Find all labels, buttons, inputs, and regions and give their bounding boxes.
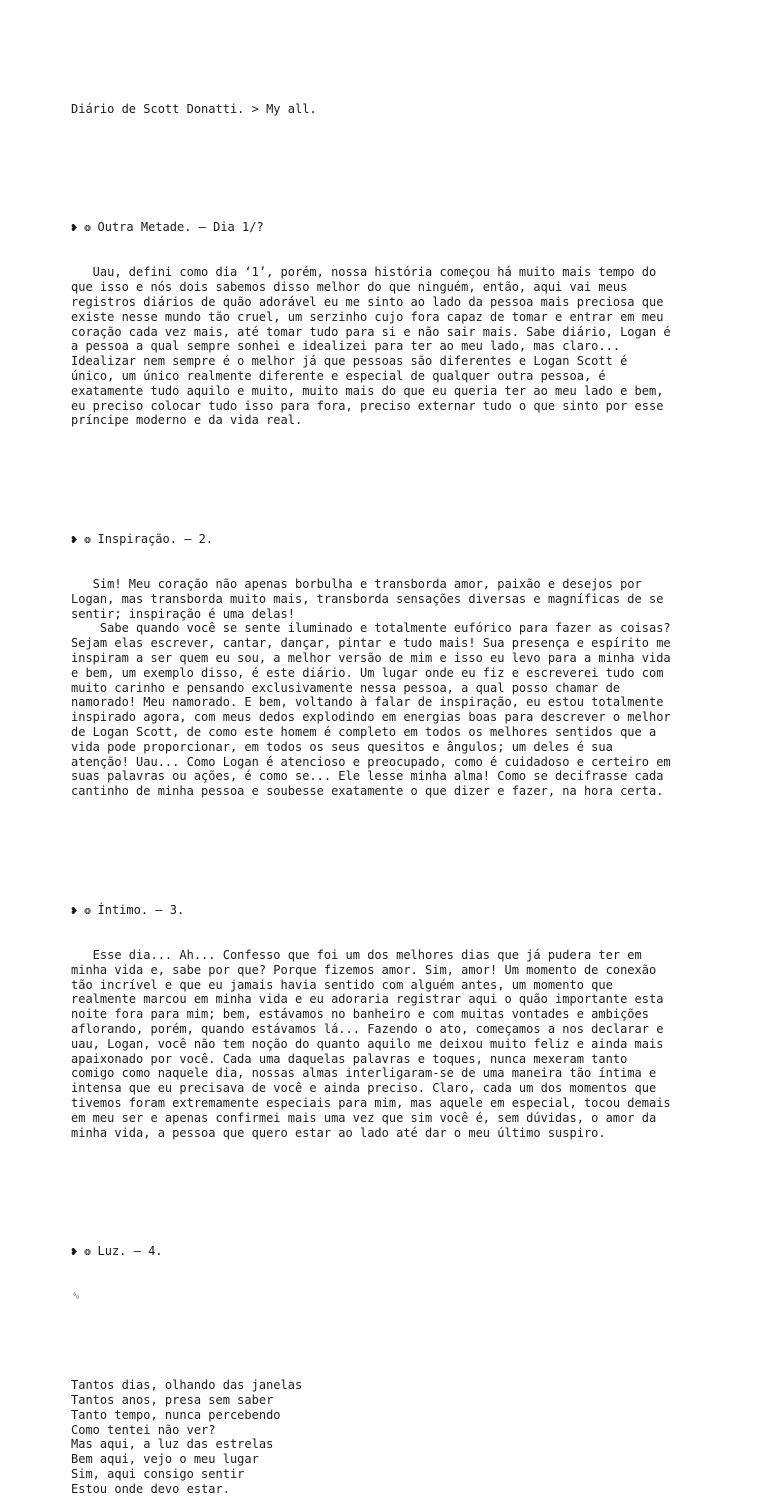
section-heading — [71, 220, 711, 236]
text-line: tão incrível e que eu jamais havia sentido com alguém antes, um momento que — [71, 977, 613, 992]
poem-line: Sim, aqui consigo sentir — [71, 1466, 245, 1481]
control-glyph: ␎ — [71, 1289, 81, 1304]
text-line: minha vida e, sabe por que? Porque fizemos amor. Sim, amor! Um momento de conexão — [71, 962, 657, 977]
heart-bullet-icon: ❥ ❂ — [71, 220, 98, 234]
section-body — [71, 948, 711, 1140]
text-line: comigo como naquele dia, nossas almas interligaram-se de uma maneira tão íntima e — [71, 1066, 657, 1081]
text-line: Uau, defini como dia ‘1’, porém, nossa história começou há muito mais tempo do — [71, 265, 657, 280]
text-line: sentir; inspiração é uma delas! — [71, 606, 295, 621]
poem-line: Estou onde devo estar. — [71, 1481, 230, 1496]
spacer — [71, 1334, 711, 1349]
section-heading-text: Inspiração. — 2. — [97, 531, 214, 546]
heart-bullet-icon: ❥ ❂ — [71, 532, 98, 546]
text-line: Sabe quando você se sente iluminado e totalmente eufórico para fazer as coisas? — [71, 621, 671, 636]
document-title: Diário de Scott Donatti. > My all. — [71, 101, 317, 116]
section-heading-text: Íntimo. — 3. — [97, 902, 185, 917]
section-heading — [71, 903, 711, 919]
section-heading-text: Outra Metade. — Dia 1/? — [97, 219, 264, 234]
section-body — [71, 577, 711, 799]
text-line: vida pode proporcionar, em todos os seus quesitos e ângulos; um deles é sua — [71, 739, 613, 754]
poem-line: Mas aqui, a luz das estrelas — [71, 1437, 274, 1452]
heart-bullet-icon: ❥ ❂ — [71, 903, 98, 917]
section-heading — [71, 532, 711, 548]
text-line: apaixonado por você. Cada uma daquelas palavras e toques, nunca mexeram tanto — [71, 1051, 628, 1066]
heart-bullet-icon: ❥ ❂ — [71, 1244, 98, 1258]
text-line: tivemos foram extremamente especiais para mim, mas aquele em especial, tocou demais — [71, 1095, 671, 1110]
text-line: cantinho de minha pessoa e soubesse exatamente o que dizer e fazer, na hora certa. — [71, 784, 664, 799]
text-line: em meu ser e apenas confirmei mais uma vez que sim você é, sem dúvidas, o amor da — [71, 1110, 657, 1125]
text-line: de Logan Scott, de como este homem é completo em todos os melhores sentidos que a — [71, 725, 657, 740]
poem-line: Tantos dias, olhando das janelas — [71, 1378, 303, 1393]
text-line: que isso e nós dois sabemos disso melhor do que ninguém, então, aqui vai meus — [71, 280, 628, 295]
text-line: inspirado agora, com meus dedos explodindo em energias boas para descrever o melhor — [71, 710, 671, 725]
document-page — [71, 72, 711, 1511]
section-heading-text: Luz. — 4. — [97, 1243, 163, 1258]
spacer — [71, 458, 711, 473]
text-line: existe nesse mundo tão cruel, um serzinho cujo fora capaz de tomar e entrar em meu — [71, 309, 664, 324]
text-line: Esse dia... Ah... Confesso que foi um dos melhores dias que já pudera ter em — [71, 948, 642, 963]
section-body — [71, 265, 711, 428]
poem-line: Tanto tempo, nunca percebendo — [71, 1407, 281, 1422]
text-line: único, um único realmente diferente e especial de qualquer outra pessoa, é — [71, 368, 606, 383]
text-line: muito carinho e pensando exclusivamente nessa pessoa, a qual posso chamar de — [71, 680, 621, 695]
text-line: Idealizar nem sempre é o melhor já que pessoas são diferentes e Logan Scott é — [71, 354, 628, 369]
text-line: eu preciso colocar tudo isso para fora, preciso externar tudo o que sinto por esse — [71, 398, 664, 413]
spacer — [71, 829, 711, 844]
text-line: realmente marcou em minha vida e eu adoraria registrar aqui o quão importante esta — [71, 992, 664, 1007]
spacer — [71, 1170, 711, 1185]
text-line: registros diários de quão adorável eu me sinto ao lado da pessoa mais preciosa que — [71, 294, 664, 309]
text-line: namorado! Meu namorado. E bem, voltando à falar de inspiração, eu estou totalmente — [71, 695, 664, 710]
text-line: atenção! Uau... Como Logan é atencioso e preocupado, como é cuidadoso e certeiro em — [71, 754, 671, 769]
text-line: aflorando, porém, quando estávamos lá... Fazendo o ato, começamos a nos declarar e — [71, 1022, 664, 1036]
poem-line: Como tentei não ver? — [71, 1422, 216, 1437]
text-line: minha vida, a pessoa que quero estar ao lado até dar o meu último suspiro. — [71, 1125, 606, 1140]
text-line: inspiram a ser quem eu sou, a melhor versão de mim e isso eu levo para a minha vida — [71, 651, 671, 666]
spacer — [71, 146, 711, 161]
text-line: exatamente tudo aquilo e muito, muito mais do que eu queria ter ao meu lado e bem, — [71, 383, 664, 398]
section-heading — [71, 1244, 711, 1260]
text-line: Sim! Meu coração não apenas borbulha e transborda amor, paixão e desejos por — [71, 577, 642, 592]
text-line: uau, Logan, você não tem noção do quanto aquilo me deixou muito feliz e ainda mais — [71, 1036, 664, 1051]
text-line: Sejam elas escrever, cantar, dançar, pintar e tudo mais! Sua presença e espírito me — [71, 636, 671, 651]
text-line: coração cada vez mais, até tomar tudo para si e não sair mais. Sabe diário, Logan é — [71, 324, 671, 339]
text-line: príncipe moderno e da vida real. — [71, 413, 303, 428]
poem — [71, 1378, 711, 1496]
text-line: noite fora para mim; bem, estávamos no banheiro e com muitas vontades e ambições — [71, 1007, 649, 1022]
text-line: intensa que eu precisava de você e ainda preciso. Claro, cada um dos momentos que — [71, 1081, 657, 1096]
text-line: a pessoa a qual sempre sonhei e idealizei para ter ao meu lado, mas claro... — [71, 339, 621, 354]
poem-line: Bem aqui, vejo o meu lugar — [71, 1452, 259, 1467]
text-line: Logan, mas transborda muito mais, transborda sensações diversas e magníficas de se — [71, 591, 664, 606]
text-line: e bem, um exemplo disso, é este diário. Um lugar onde eu fiz e escreverei tudo com — [71, 665, 664, 680]
text-line: suas palavras ou ações, é como se... Ele lesse minha alma! Como se decifrasse cada — [71, 769, 664, 784]
poem-line: Tantos anos, presa sem saber — [71, 1392, 274, 1407]
